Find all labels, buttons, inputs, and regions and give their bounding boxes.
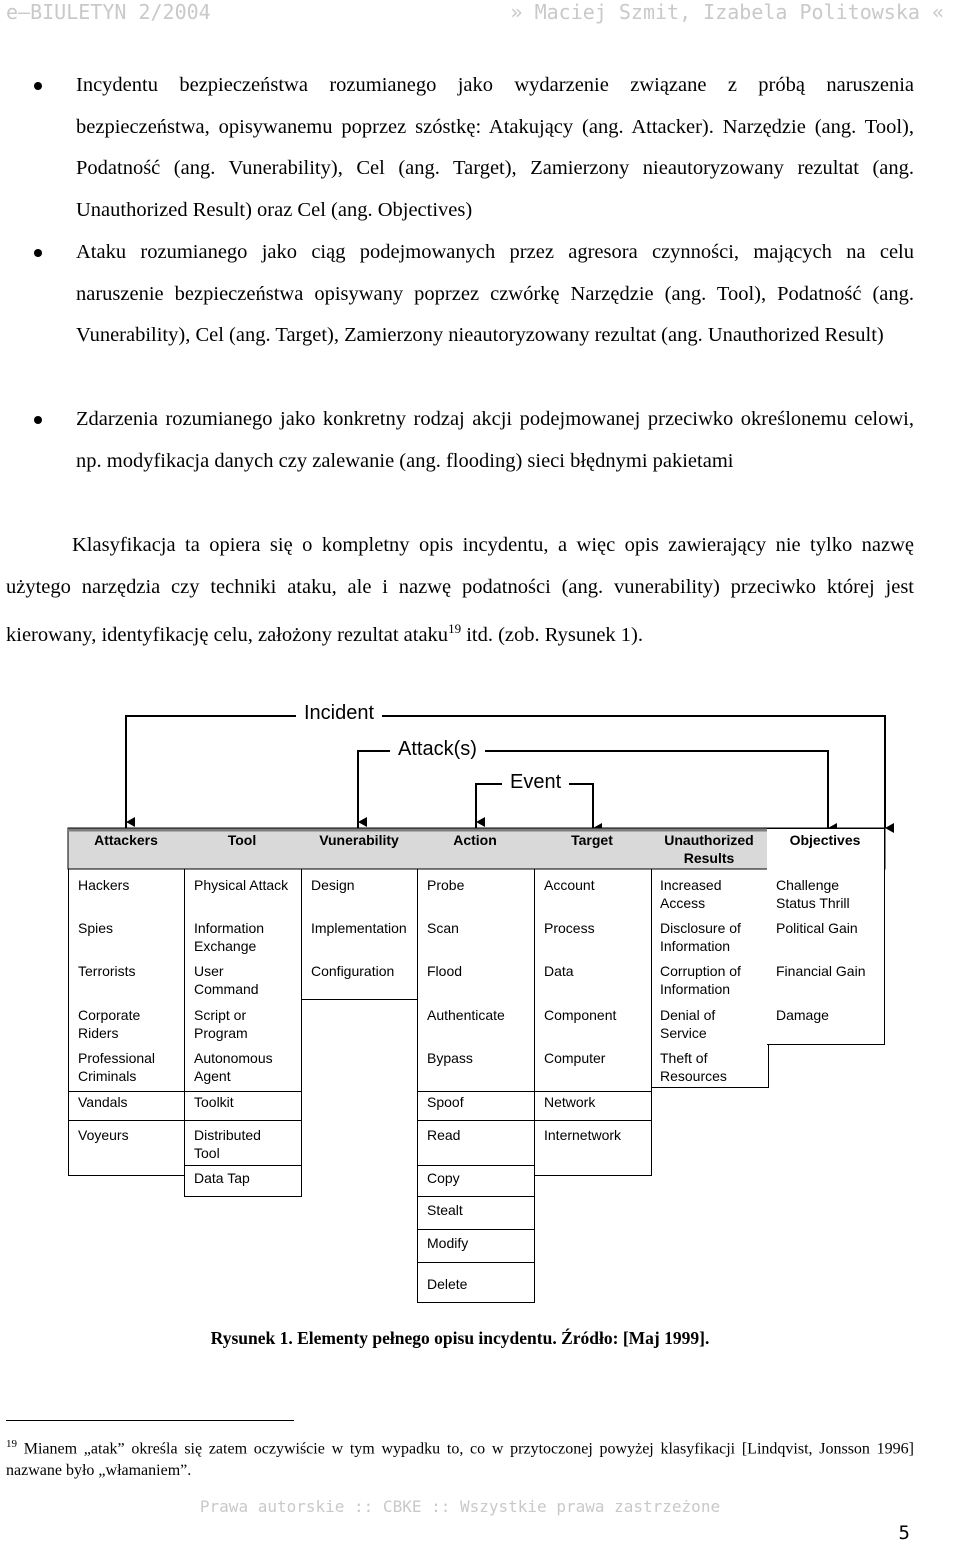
tool-item: Data Tap xyxy=(194,1170,250,1186)
action-item: Authenticate xyxy=(427,1007,505,1023)
header-results: Unauthorized Results xyxy=(664,832,754,866)
objectives-item: Financial Gain xyxy=(776,963,866,979)
header-objectives: Objectives xyxy=(789,832,861,848)
tool-item: Toolkit xyxy=(194,1094,234,1110)
page-number: 5 xyxy=(898,1522,910,1544)
target-item: Account xyxy=(544,877,595,893)
vunerability-item: Implementation xyxy=(311,920,407,936)
figure-caption: Rysunek 1. Elementy pełnego opisu incydentu. Źródło: [Maj 1999]. xyxy=(210,1328,710,1348)
attackers-item: Hackers xyxy=(78,877,130,893)
action-item: Delete xyxy=(427,1276,468,1292)
bullet-event: Zdarzenia rozumianego jako konkretny rodzaj akcji podejmowanej przeciwko określonemu celowi, np. modyfikacja danych czy zalewanie (ang. flooding) sieci błędnymi pakietami xyxy=(76,408,914,472)
target-item: Process xyxy=(544,920,595,936)
objectives-item: Damage xyxy=(776,1007,829,1023)
results-item: Denial of Service xyxy=(660,1007,716,1041)
action-item: Bypass xyxy=(427,1050,473,1066)
objectives-item: Political Gain xyxy=(776,920,858,936)
paragraph-tail: itd. (zob. Rysunek 1). xyxy=(461,623,644,646)
target-item: Computer xyxy=(544,1050,606,1066)
header-attackers: Attackers xyxy=(94,832,158,848)
action-item: Copy xyxy=(427,1170,460,1186)
header-left: e–BIULETYN 2/2004 xyxy=(6,0,211,24)
attack-label: Attack(s) xyxy=(390,738,485,761)
header-tool: Tool xyxy=(227,832,257,848)
incident-label: Incident xyxy=(296,702,382,725)
action-item: Spoof xyxy=(427,1094,464,1110)
paragraph-text: Klasyfikacja ta opiera się o kompletny opis incydentu, a więc opis zawierający nie tylko nazwę użytego narzędzia czy techniki ataku, ale i nazwę podatności (ang. vunerability) przeciwko której jest kierowany, identyfikację celu, założony rezultat ataku xyxy=(6,534,914,646)
tool-item: User Command xyxy=(194,963,259,997)
tool-item: Distributed Tool xyxy=(194,1127,261,1161)
objectives-item: Challenge Status Thrill xyxy=(776,877,850,911)
footnote-separator xyxy=(6,1420,294,1421)
attackers-item: Terrorists xyxy=(78,963,136,979)
target-item: Network xyxy=(544,1094,596,1110)
attackers-item: Spies xyxy=(78,920,114,936)
vunerability-item: Design xyxy=(311,877,355,893)
header-target: Target xyxy=(571,832,613,848)
tool-item: Information Exchange xyxy=(194,920,265,954)
results-item: Corruption of Information xyxy=(660,963,741,997)
header-right: » Maciej Szmit, Izabela Politowska « xyxy=(510,0,944,24)
vunerability-item: Configuration xyxy=(311,963,395,979)
bullet-incident: Incydentu bezpieczeństwa rozumianego jako wydarzenie związane z próbą naruszenia bezpieczeństwa, opisywanemu poprzez szóstkę: Atakujący (ang. Attacker). Narzędzie (ang. Tool), Podatność (ang. Vunerability), Cel (ang. Target), Zamierzony nieautoryzowany rezultat (ang. Unauthorized Result) oraz Cel (ang. Objectives) xyxy=(76,74,914,221)
bullet-attack: Ataku rozumianego jako ciąg podejmowanych przez agresora czynności, mających na celu naruszenie bezpieczeństwa opisywany poprzez czwórkę Narzędzie (ang. Tool), Podatność (ang. Vunerability), Cel (ang. Target), Zamierzony nieautoryzowany rezultat (ang. Unauthorized Result) xyxy=(76,241,914,346)
tool-item: Physical Attack xyxy=(194,877,289,893)
footnote xyxy=(6,1433,914,1482)
header-action: Action xyxy=(453,832,497,848)
attackers-item: Professional Criminals xyxy=(78,1050,156,1084)
action-item: Modify xyxy=(427,1235,469,1251)
tool-item: Autonomous Agent xyxy=(194,1050,273,1084)
action-item: Probe xyxy=(427,877,465,893)
footnote-ref: 19 xyxy=(448,621,462,636)
results-item: Increased Access xyxy=(660,877,722,911)
target-item: Data xyxy=(544,963,574,979)
action-item: Scan xyxy=(427,920,459,936)
footnote-text: Mianem „atak” określa się zatem oczywiście w tym wypadku to, co w przytoczonej powyżej klasyfikacji [Lindqvist, Jonsson 1996] nazwane było „włamaniem”. xyxy=(6,1440,914,1480)
results-item: Theft of Resources xyxy=(660,1050,727,1084)
results-item: Disclosure of Information xyxy=(660,920,741,954)
attackers-item: Vandals xyxy=(78,1094,128,1110)
header-vunerability: Vunerability xyxy=(319,832,399,848)
target-item: Component xyxy=(544,1007,617,1023)
attackers-item: Voyeurs xyxy=(78,1127,129,1143)
tool-item: Script or Program xyxy=(194,1007,248,1041)
attackers-item: Corporate Riders xyxy=(78,1007,141,1041)
action-item: Stealt xyxy=(427,1202,463,1218)
copyright-footer: Prawa autorskie :: CBKE :: Wszystkie prawa zastrzeżone xyxy=(199,1497,721,1516)
event-label: Event xyxy=(502,771,569,794)
action-item: Flood xyxy=(427,963,463,979)
footnote-number: 19 xyxy=(6,1438,17,1450)
action-item: Read xyxy=(427,1127,461,1143)
target-item: Internetwork xyxy=(544,1127,622,1143)
